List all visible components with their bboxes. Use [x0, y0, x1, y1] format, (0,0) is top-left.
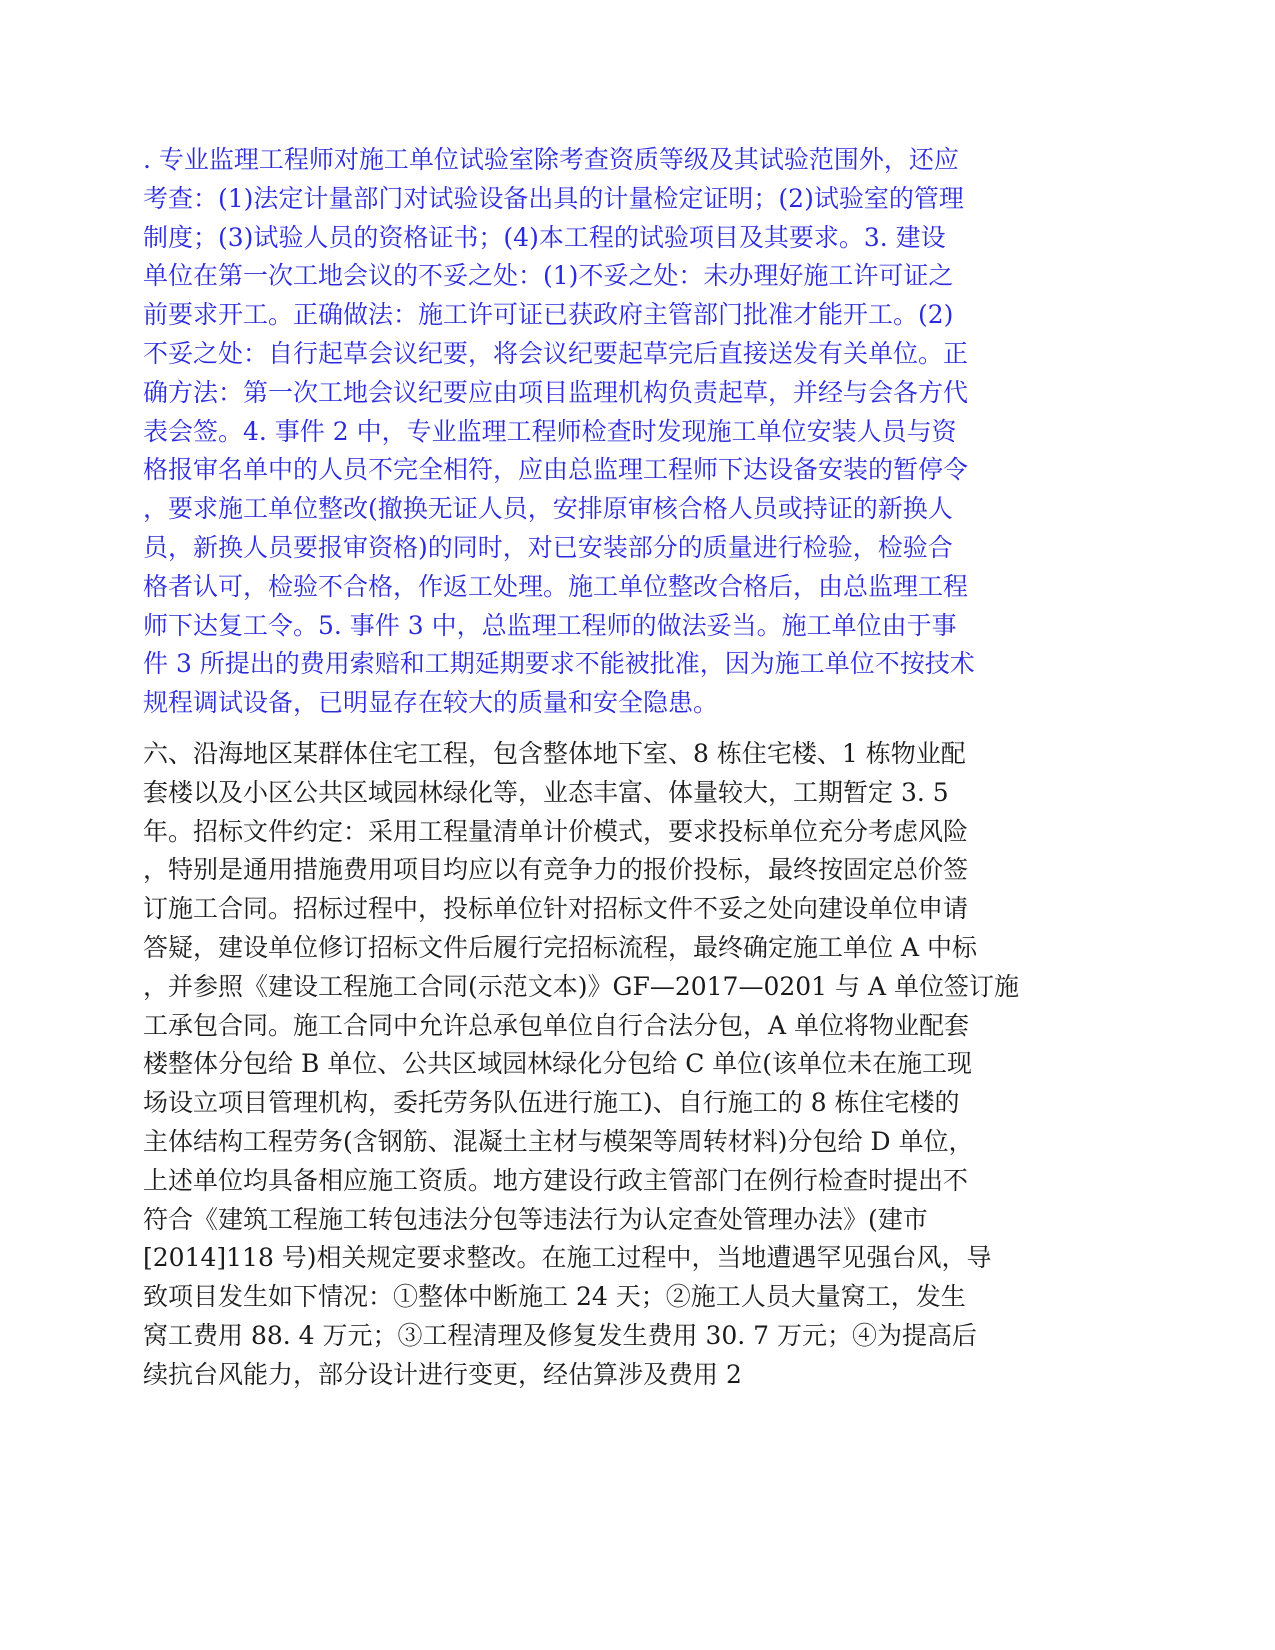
question-line: 楼整体分包给 B 单位、公共区域园林绿化分包给 C 单位(该单位未在施工现 [143, 1049, 973, 1079]
answer-line: 表会签。4. 事件 2 中，专业监理工程师检查时发现施工单位安装人员与资 [143, 416, 957, 446]
question-line: 订施工合同。招标过程中，投标单位针对招标文件不妥之处向建设单位申请 [143, 894, 969, 924]
question-line: 窝工费用 88. 4 万元；③工程清理及修复发生费用 30. 7 万元；④为提高后 [143, 1320, 978, 1350]
answer-line: ，要求施工单位整改(撤换无证人员，安排原审核合格人员或持证的新换人 [143, 494, 953, 524]
answer-line: 考查：(1)法定计量部门对试验设备出具的计量检定证明；(2)试验室的管理 [143, 183, 964, 213]
answer-paragraph [143, 141, 1068, 723]
answer-line: 确方法：第一次工地会议纪要应由项目监理机构负责起草，并经与会各方代 [143, 377, 969, 407]
question-line: 上述单位均具备相应施工资质。地方建设行政主管部门在例行检查时提出不 [143, 1165, 969, 1195]
question-line: 主体结构工程劳务(含钢筋、混凝土主材与模架等周转材料)分包给 D 单位， [143, 1126, 974, 1156]
answer-line: 件 3 所提出的费用索赔和工期延期要求不能被批准，因为施工单位不按技术 [143, 649, 975, 679]
answer-line: 师下达复工令。5. 事件 3 中，总监理工程师的做法妥当。施工单位由于事 [143, 610, 957, 640]
question-line: [2014]118 号)相关规定要求整改。在施工过程中，当地遭遇罕见强台风，导 [143, 1243, 992, 1273]
question-line: 六、沿海地区某群体住宅工程，包含整体地下室、8 栋住宅楼、1 栋物业配 [143, 738, 966, 768]
document-body [143, 141, 1068, 1395]
answer-line: 员，新换人员要报审资格)的同时，对已安装部分的质量进行检验，检验合 [143, 532, 953, 562]
question-line: ，特别是通用措施费用项目均应以有竞争力的报价投标，最终按固定总价签 [143, 855, 969, 885]
question-line: 场设立项目管理机构，委托劳务队伍进行施工)、自行施工的 8 栋住宅楼的 [143, 1088, 960, 1118]
answer-line: . 专业监理工程师对施工单位试验室除考查资质等级及其试验范围外，还应 [143, 145, 959, 174]
answer-line: 规程调试设备，已明显存在较大的质量和安全隐患。 [143, 688, 719, 718]
answer-line: 格者认可，检验不合格，作返工处理。施工单位整改合格后，由总监理工程 [143, 571, 969, 601]
question-line: 套楼以及小区公共区域园林绿化等，业态丰富、体量较大，工期暂定 3. 5 [143, 777, 949, 807]
paragraph-spacer [143, 723, 1068, 735]
question-paragraph [143, 735, 1068, 1395]
answer-line: 单位在第一次工地会议的不妥之处：(1)不妥之处：未办理好施工许可证之 [143, 261, 954, 291]
answer-line: 制度；(3)试验人员的资格证书；(4)本工程的试验项目及其要求。3. 建设 [143, 222, 946, 252]
question-line: 致项目发生如下情况：①整体中断施工 24 天；②施工人员大量窝工，发生 [143, 1282, 966, 1312]
answer-line: 格报审名单中的人员不完全相符，应由总监理工程师下达设备安装的暂停令 [143, 455, 969, 485]
question-line: 续抗台风能力，部分设计进行变更，经估算涉及费用 2 [143, 1359, 742, 1389]
answer-line: 前要求开工。正确做法：施工许可证已获政府主管部门批准才能开工。(2) [143, 300, 954, 330]
answer-line: 不妥之处：自行起草会议纪要，将会议纪要起草完后直接送发有关单位。正 [143, 338, 969, 368]
question-line: 符合《建筑工程施工转包违法分包等违法行为认定查处管理办法》(建市 [143, 1204, 928, 1234]
question-line: 工承包合同。施工合同中允许总承包单位自行合法分包，A 单位将物业配套 [143, 1010, 970, 1040]
question-line: 年。招标文件约定：采用工程量清单计价模式，要求投标单位充分考虑风险 [143, 816, 969, 846]
question-line: ，并参照《建设工程施工合同(示范文本)》GF—2017—0201 与 A 单位签订施 [143, 971, 1019, 1001]
question-line: 答疑，建设单位修订招标文件后履行完招标流程，最终确定施工单位 A 中标 [143, 932, 977, 962]
